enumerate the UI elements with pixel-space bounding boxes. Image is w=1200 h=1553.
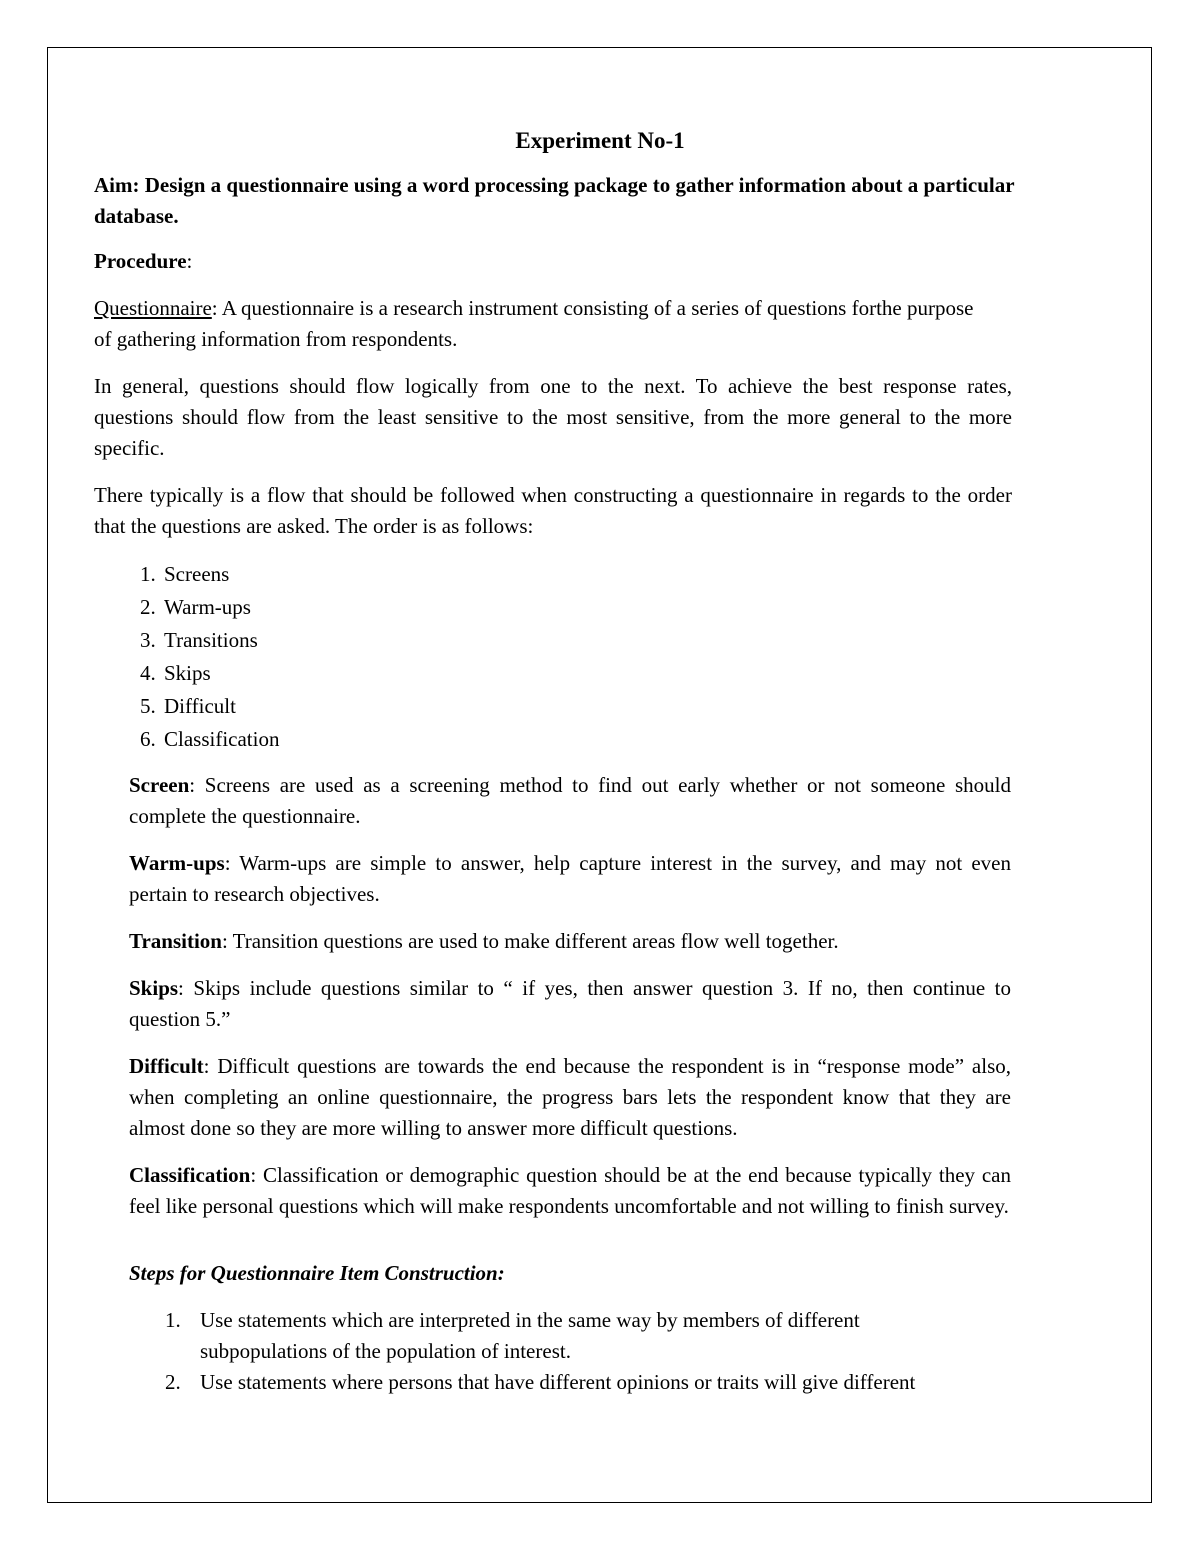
definition-text: : Screens are used as a screening method to find out early whether or not someone should complete the questionnaire. [129,773,1011,828]
questionnaire-line-2: of gathering information from respondents. [94,327,458,351]
definition-skips [129,973,1011,1035]
list-item [94,624,1154,657]
list-item-number: 3. [140,628,156,652]
questionnaire-definition [94,293,1154,355]
document-body [94,128,1154,1398]
questionnaire-line-1: : A questionnaire is a research instrument consisting of a series of questions forthe purpose [211,296,974,320]
procedure-heading [94,246,1154,277]
definition-term: Skips [129,976,179,1000]
definition-term: Screen [129,773,190,797]
list-item [94,1305,960,1367]
definition-text: : Skips include questions similar to “ if yes, then answer question 3. If no, then continue to question 5.” [129,976,1011,1031]
paragraph-question-order: There typically is a flow that should be followed when constructing a questionnaire in regards to the order that the questions are asked. The order is as follows: [94,483,1012,538]
definition-term: Transition [129,929,222,953]
procedure-colon: : [186,249,193,273]
list-item-label: Skips [164,661,211,685]
definition-difficult [129,1051,1011,1144]
definition-text: : Difficult questions are towards the end because the respondent is in “response mode” also, when completing an online questionnaire, the progress bars lets the respondent know that they are almost done so they are more willing to answer more difficult questions. [129,1054,1011,1140]
list-item-number: 1. [165,1308,181,1332]
definition-screen [129,770,1011,832]
list-item-label: Difficult [164,694,236,718]
steps-list [94,1305,1154,1398]
steps-heading: Steps for Questionnaire Item Construction: [129,1261,505,1285]
aim-statement: Aim: Design a questionnaire using a word processing package to gather information about a particular database. [94,173,1015,228]
list-item [94,1367,960,1398]
questionnaire-term: Questionnaire [94,296,212,320]
list-item-number: 6. [140,727,156,751]
list-item [94,591,1154,624]
page-title: Experiment No-1 [515,128,685,153]
list-item-text: Use statements where persons that have different opinions or traits will give different [200,1370,916,1394]
list-item [94,723,1154,756]
list-item-number: 4. [140,661,156,685]
definition-term: Difficult [129,1054,204,1078]
list-item-label: Screens [164,562,230,586]
list-item-text: Use statements which are interpreted in the same way by members of different subpopulations of the population of interest. [200,1308,860,1363]
definition-text: : Warm-ups are simple to answer, help capture interest in the survey, and may not even pertain to research objectives. [129,851,1011,906]
list-item-number: 5. [140,694,156,718]
definitions-section [129,770,1011,1222]
definition-transition [129,926,1011,957]
definition-term: Warm-ups [129,851,225,875]
definition-classification [129,1160,1011,1222]
list-item-label: Transitions [164,628,258,652]
list-item [94,558,1154,591]
list-item-label: Classification [164,727,280,751]
definition-text: : Transition questions are used to make different areas flow well together. [221,929,839,953]
list-item-number: 2. [140,595,156,619]
list-item-number: 2. [165,1370,181,1394]
paragraph-question-flow: In general, questions should flow logically from one to the next. To achieve the best response rates, questions should flow from the least sensitive to the most sensitive, from the more general to the more specific. [94,374,1012,460]
list-item-label: Warm-ups [164,595,251,619]
list-item [94,690,1154,723]
list-item [94,657,1154,690]
order-list [94,558,1154,756]
definition-warm-ups [129,848,1011,910]
definition-text: : Classification or demographic question should be at the end because typically they can feel like personal questions which will make respondents uncomfortable and not willing to finish survey. [129,1163,1011,1218]
definition-term: Classification [129,1163,251,1187]
procedure-label: Procedure [94,249,187,273]
list-item-number: 1. [140,562,156,586]
